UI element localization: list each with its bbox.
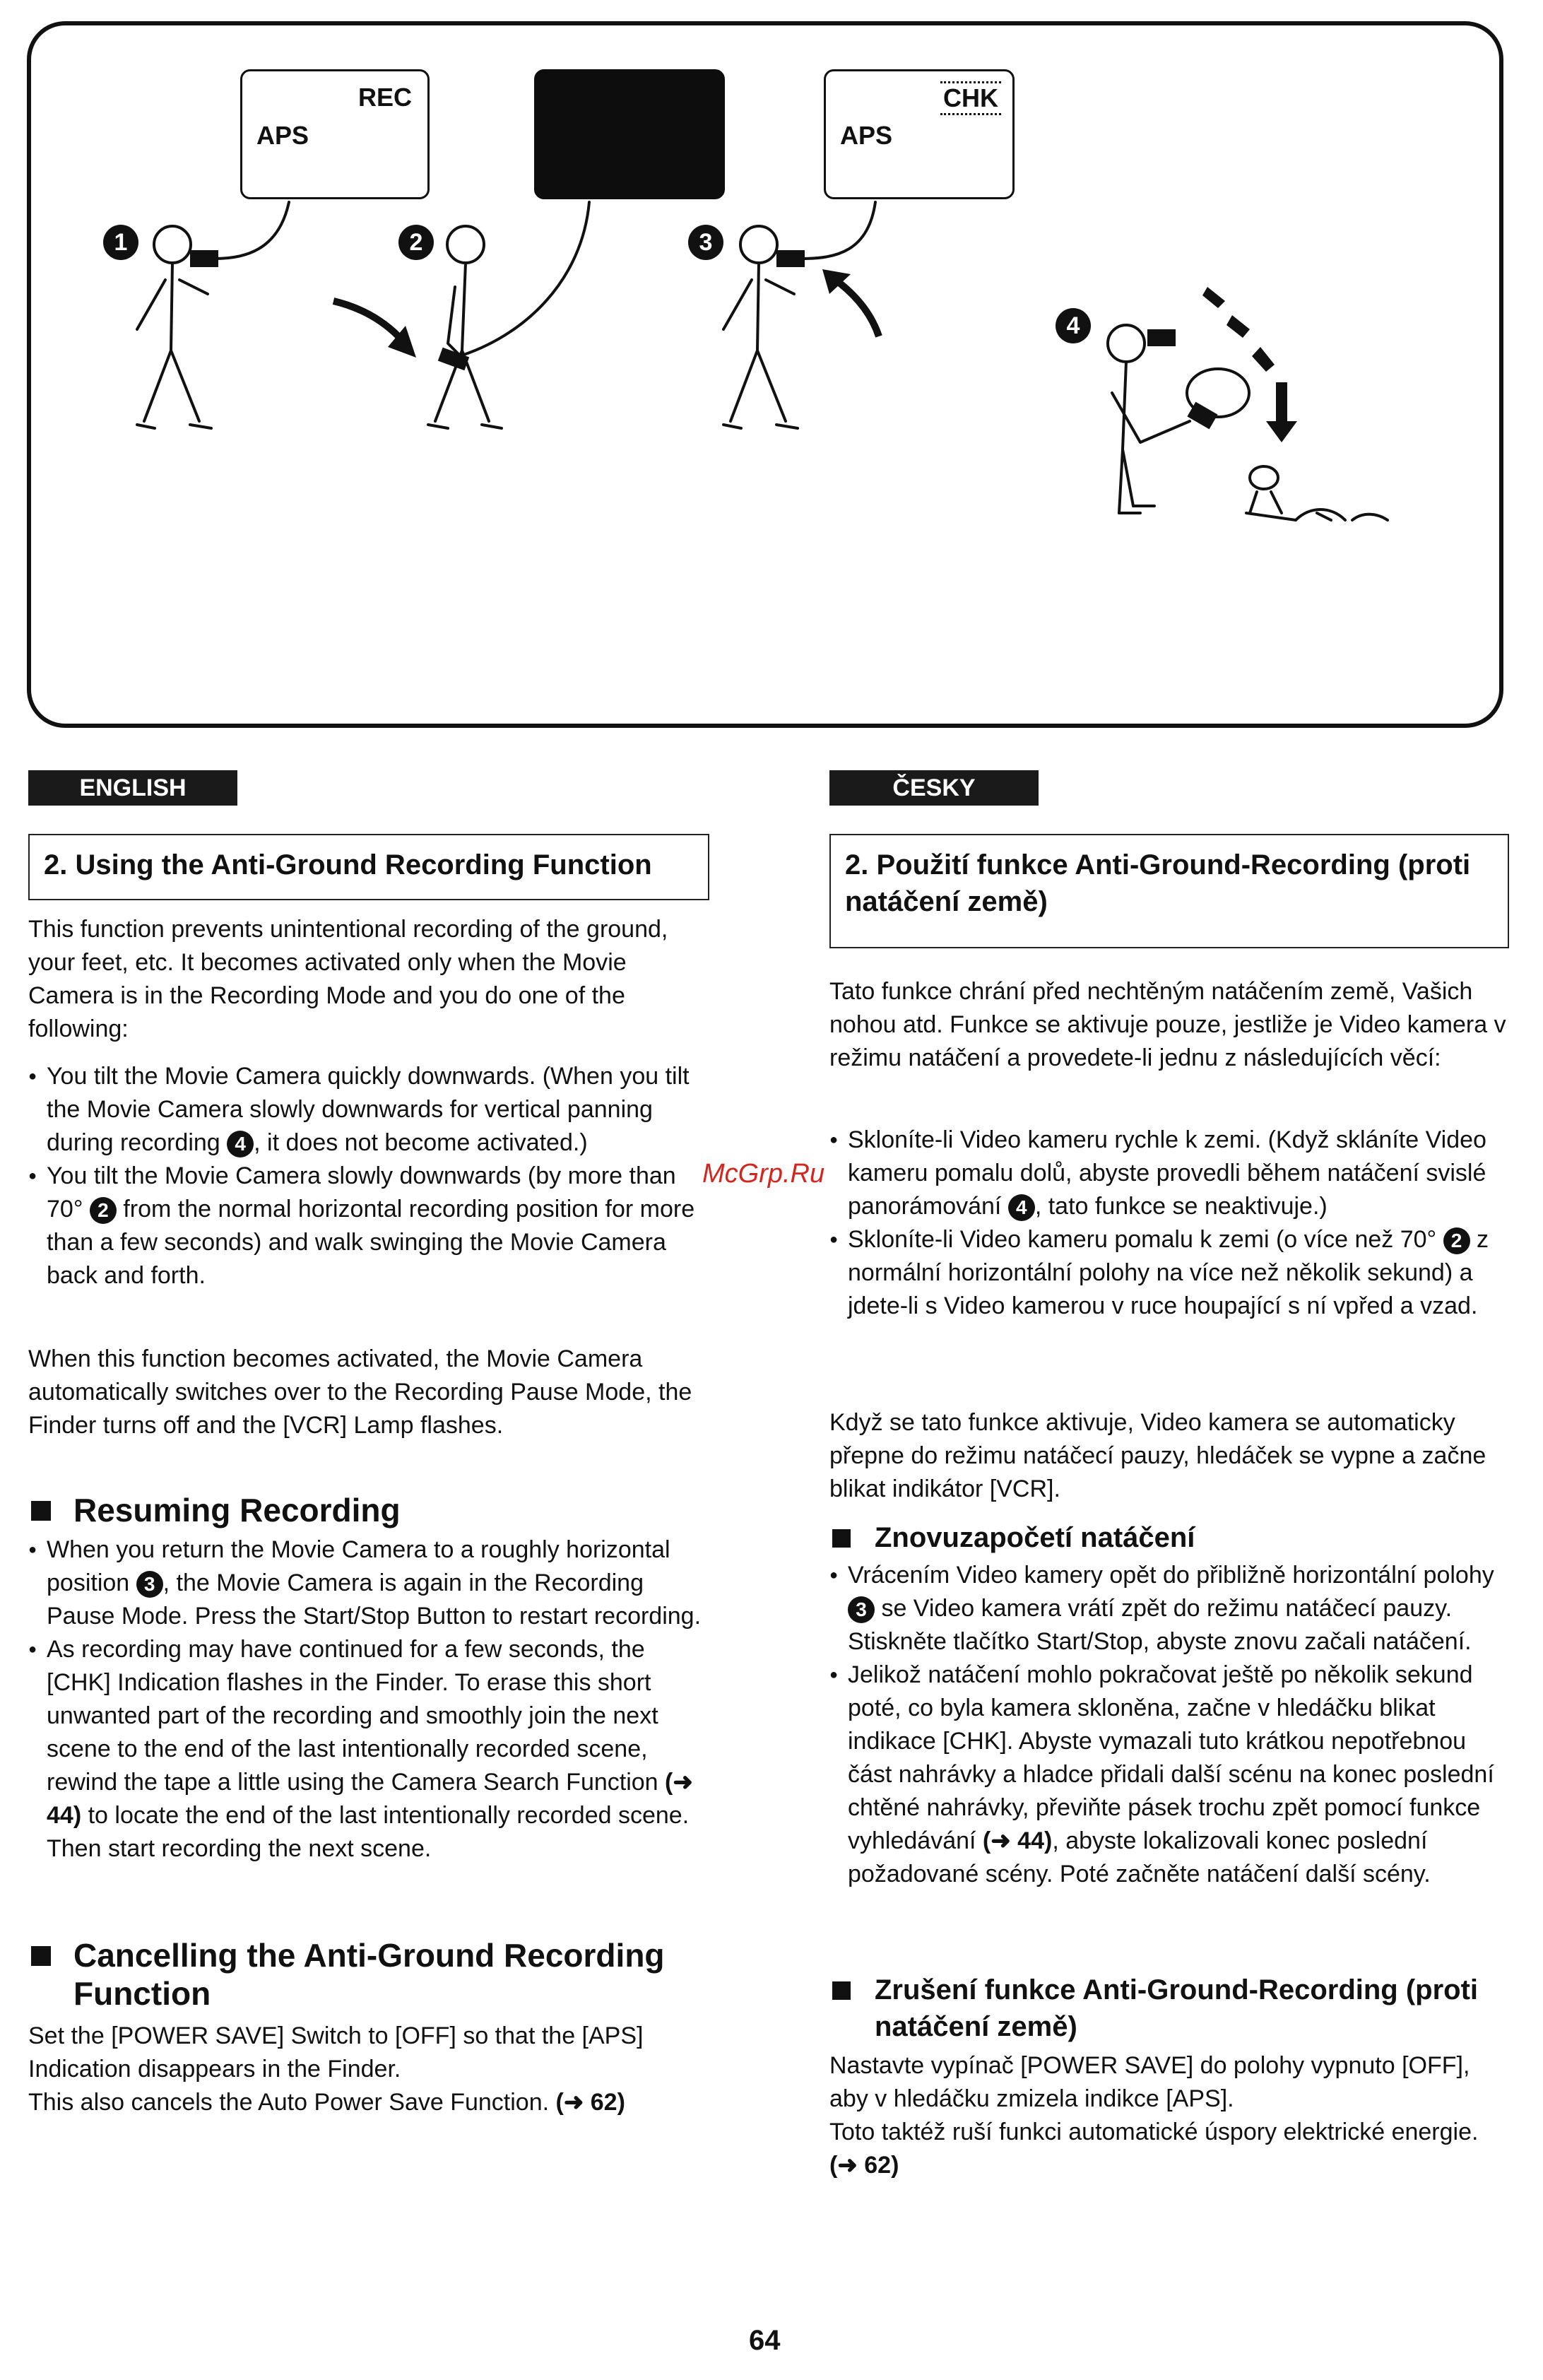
intro-paragraph: Tato funkce chrání před nechtěným natáčením země, Vašich nohou atd. Funkce se aktivuje pouze, jestliže je Video kamera v režimu natáčení a provedete-li jednu z následujících věcí:	[829, 978, 1506, 1071]
section-title-english: 2. Using the Anti-Ground Recording Function	[28, 834, 709, 900]
watermark: McGrp.Ru	[702, 1159, 825, 1189]
page-reference: (➜ 44)	[47, 1769, 693, 1829]
language-label-czech: ČESKY	[829, 770, 1039, 806]
step-3-marker: 3	[136, 1571, 163, 1598]
step-2-marker: 2	[90, 1197, 117, 1224]
activation-paragraph: When this function becomes activated, the Movie Camera automatically switches over to the Recording Pause Mode, the Finder turns off and the [VCR] Lamp flashes.	[28, 1345, 692, 1439]
list-item: ● When you return the Movie Camera to a roughly horizontal position 3 , the Movie Camera is again in the Recording Pause Mode. Press the Start/Stop Button to restart recording.	[28, 1533, 707, 1633]
finder-display-check	[824, 69, 1015, 199]
tilt-down-arrow	[333, 301, 416, 358]
step-3-marker: 3	[848, 1596, 875, 1623]
page-reference: (➜ 62)	[829, 2152, 899, 2179]
section-title-czech: 2. Použití funkce Anti-Ground-Recording (proti natáčení země)	[829, 834, 1509, 948]
list-item: ● You tilt the Movie Camera quickly downwards. (When you tilt the Movie Camera slowly downwards for vertical panning during recording 4 , it does not become activated.)	[28, 1060, 707, 1160]
step-2-marker: 2	[398, 225, 434, 260]
resume-list	[829, 1559, 1508, 1891]
finder-display-recording	[240, 69, 430, 199]
person-4-figure	[1108, 325, 1249, 513]
list-item: ● Skloníte-li Video kameru pomalu k zemi (o více než 70° 2 z normální horizontální polohy na více než několik sekund) a jdete-li s Video kamerou v ruce houpající s ní vpřed a vzad.	[829, 1223, 1508, 1323]
list-item: ● Jelikož natáčení mohlo pokračovat ještě po několik sekund poté, co byla kamera skloněna, začne v hledáčku blikat indikace [CHK]. Abyste vymazali tuto krátkou nepotřebnou část nahrávky a hladce přidali další scénu na konec poslední chtěné nahrávky, převiňte pásek trochu zpět pomocí funkce vyhledávání (➜ 44), abyste lokalizovali konec poslední požadované scény. Poté začněte natáčení další scény.	[829, 1659, 1508, 1891]
step-4-marker: 4	[227, 1131, 254, 1157]
illustration-frame	[27, 21, 1503, 728]
language-label-english: ENGLISH	[28, 770, 237, 806]
tilt-up-arrow	[822, 269, 879, 336]
activation-paragraph: Když se tato funkce aktivuje, Video kamera se automaticky přepne do režimu natáčecí pauzy, hledáček se vypne a začne blikat indikátor [VCR].	[829, 1409, 1486, 1502]
dog-figure	[1246, 466, 1388, 520]
condition-list	[829, 1124, 1508, 1323]
cancel-paragraph: Nastavte vypínač [POWER SAVE] do polohy vypnuto [OFF], aby v hledáčku zmizela indikce [APS]. Toto taktéž ruší funkci automatické úspory elektrické energie. (➜ 62)	[829, 2052, 1479, 2179]
finder-display-off	[534, 69, 725, 199]
heading-resuming-recording: Znovuzapočetí natáčení	[829, 1519, 1195, 1556]
cancel-paragraph: Set the [POWER SAVE] Switch to [OFF] so that the [APS] Indication disappears in the Finder. This also cancels the Auto Power Save Function. (➜ 62)	[28, 2022, 644, 2116]
condition-list	[28, 1060, 707, 1292]
list-item: ● Skloníte-li Video kameru rychle k zemi. (Když skláníte Video kameru pomalu dolů, abyste provedli během natáčení svislé panorámování 4 , tato funkce se neaktivuje.)	[829, 1124, 1508, 1223]
heading-cancelling-function: Cancelling the Anti-Ground Recording Function	[28, 1936, 738, 2013]
aps-indicator: APS	[256, 121, 309, 150]
page-reference: (➜ 62)	[555, 2089, 625, 2116]
heading-cancelling-function: Zrušení funkce Anti-Ground-Recording (proti natáčení země)	[829, 1972, 1511, 2045]
step-3-marker: 3	[688, 225, 723, 260]
list-item: ● Vrácením Video kamery opět do přibližně horizontální polohy 3 se Video kamera vrátí zpět do režimu natáčecí pauzy. Stiskněte tlačítko Start/Stop, abyste znovu začali natáčení.	[829, 1559, 1508, 1659]
page-number: 64	[749, 2325, 781, 2356]
finder-line-2	[455, 202, 589, 358]
quick-tilt-arrow	[1202, 287, 1297, 442]
intro-paragraph: This function prevents unintentional recording of the ground, your feet, etc. It becomes activated only when the Movie Camera is in the Recording Mode and you do one of the following:	[28, 916, 668, 1042]
rec-indicator: REC	[358, 83, 413, 112]
resume-list	[28, 1533, 707, 1866]
list-item: ● As recording may have continued for a few seconds, the [CHK] Indication flashes in the Finder. To erase this short unwanted part of the recording and smoothly join the next scene to the end of the last intentionally recorded scene, rewind the tape a little using the Camera Search Function (➜ 44) to locate the end of the last intentionally recorded scene. Then start recording the next scene.	[28, 1633, 707, 1866]
chk-indicator: CHK	[940, 81, 1001, 115]
step-4-marker: 4	[1008, 1194, 1035, 1221]
aps-indicator: APS	[840, 121, 893, 150]
finder-line-3	[801, 202, 875, 259]
page-reference: (➜ 44)	[982, 1827, 1053, 1854]
step-4-marker: 4	[1056, 308, 1091, 343]
heading-resuming-recording: Resuming Recording	[28, 1491, 401, 1529]
finder-line-1	[215, 202, 289, 259]
person-2-figure	[428, 226, 502, 428]
step-2-marker: 2	[1443, 1227, 1470, 1254]
step-1-marker: 1	[103, 225, 138, 260]
list-item: ● You tilt the Movie Camera slowly downwards (by more than 70° 2 from the normal horizontal recording position for more than a few seconds) and walk swinging the Movie Camera back and forth.	[28, 1160, 707, 1292]
